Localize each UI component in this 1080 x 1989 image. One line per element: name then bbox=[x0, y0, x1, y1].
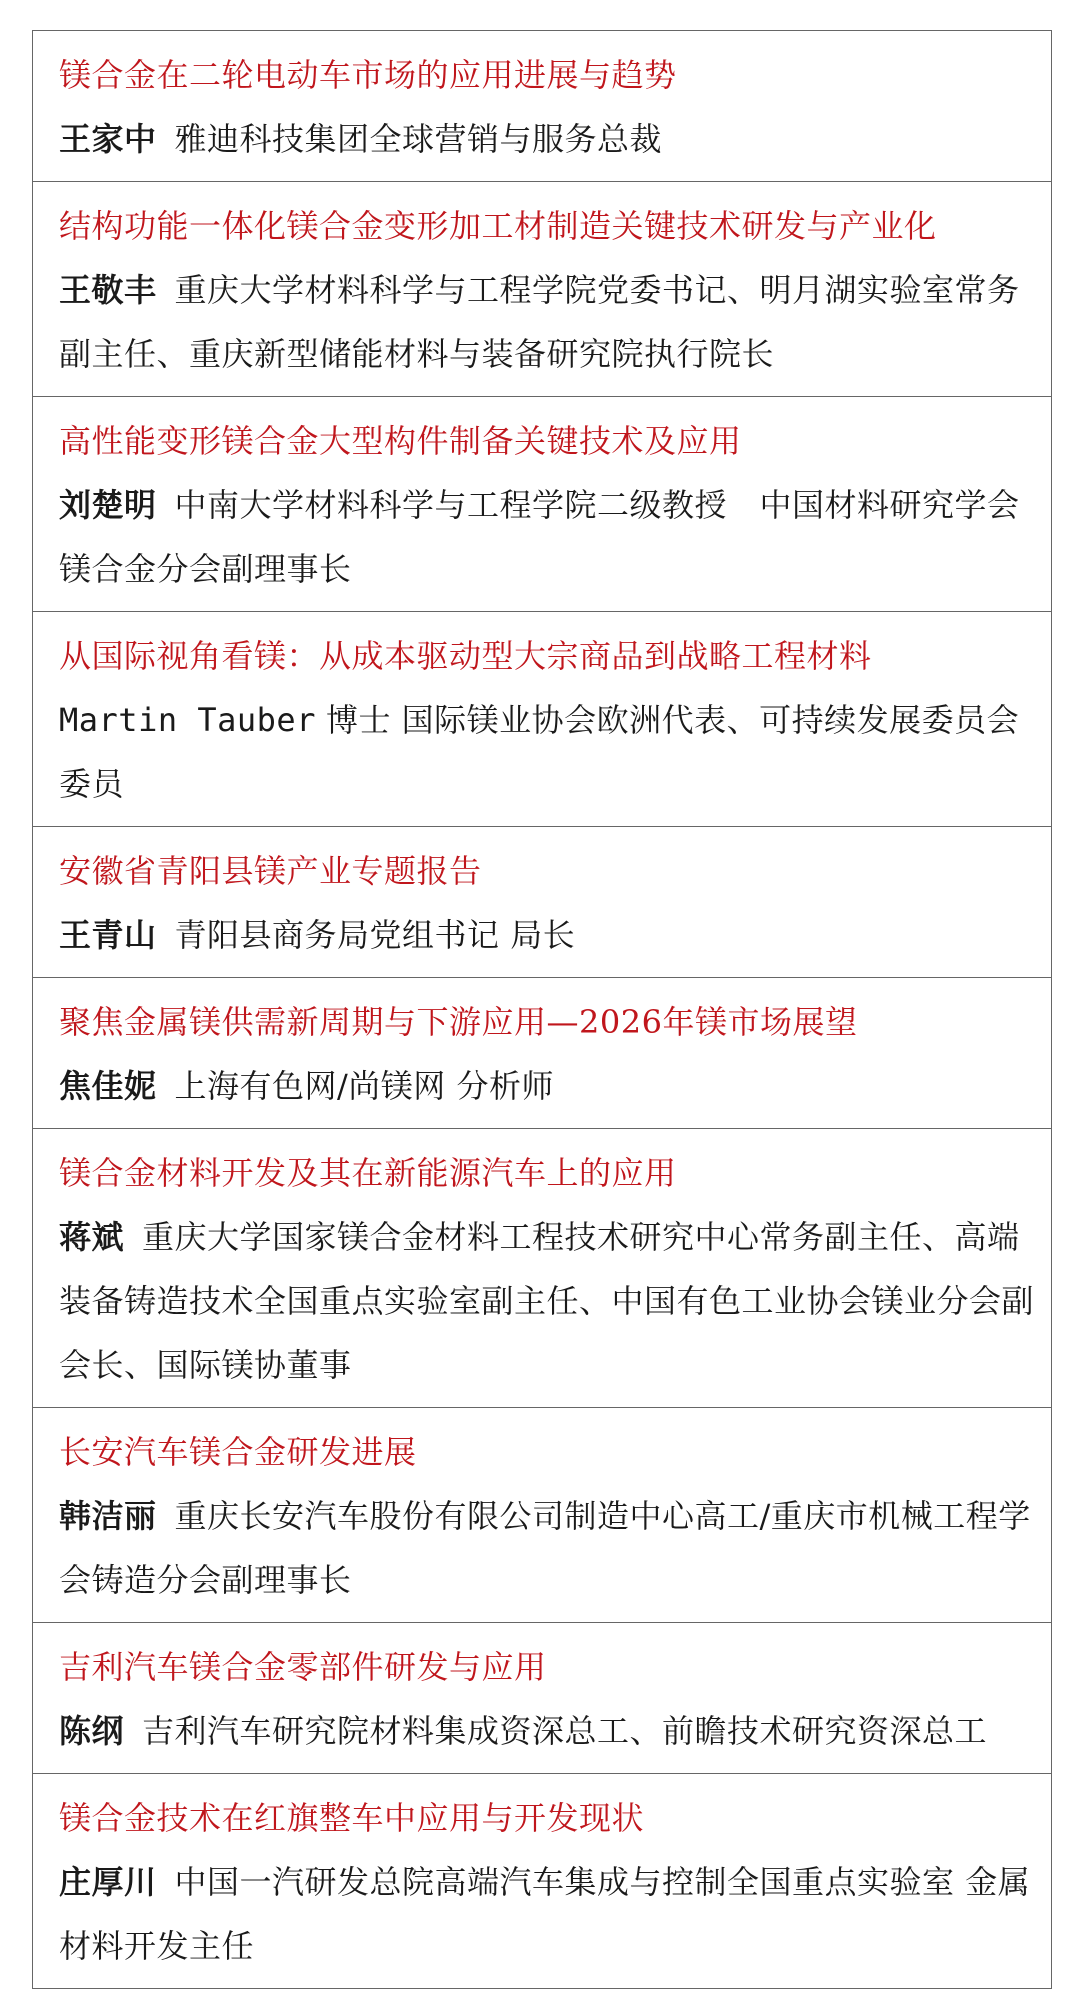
speaker-affiliation: 吉利汽车研究院材料集成资深总工、前瞻技术研究资深总工 bbox=[142, 1712, 988, 1750]
talk-title: 镁合金在二轮电动车市场的应用进展与趋势 bbox=[59, 56, 677, 94]
agenda-row bbox=[33, 182, 1051, 397]
agenda-row bbox=[33, 397, 1051, 612]
talk-title: 安徽省青阳县镁产业专题报告 bbox=[59, 852, 482, 890]
talk-title: 结构功能一体化镁合金变形加工材制造关键技术研发与产业化 bbox=[59, 207, 937, 245]
speaker-name: 王青山 bbox=[59, 916, 157, 954]
speaker-name: 陈纲 bbox=[59, 1712, 125, 1750]
agenda-row bbox=[33, 827, 1051, 978]
speaker-affiliation: 雅迪科技集团全球营销与服务总裁 bbox=[174, 120, 663, 158]
speaker-affiliation: 青阳县商务局党组书记 局长 bbox=[174, 916, 576, 954]
talk-title: 从国际视角看镁：从成本驱动型大宗商品到战略工程材料 bbox=[59, 637, 872, 675]
speaker-affiliation: 重庆大学材料科学与工程学院党委书记、明月湖实验室常务副主任、重庆新型储能材料与装备研究院执行院长 bbox=[59, 271, 1020, 373]
speaker-affiliation: 重庆长安汽车股份有限公司制造中心高工/重庆市机械工程学会铸造分会副理事长 bbox=[59, 1497, 1031, 1599]
speaker-affiliation: 重庆大学国家镁合金材料工程技术研究中心常务副主任、高端装备铸造技术全国重点实验室副主任、中国有色工业协会镁业分会副会长、国际镁协董事 bbox=[59, 1218, 1035, 1384]
speaker-line bbox=[59, 107, 1043, 171]
agenda-row bbox=[33, 1408, 1051, 1623]
speaker-name: 蒋斌 bbox=[59, 1218, 125, 1256]
speaker-line bbox=[59, 1850, 1043, 1978]
agenda-row bbox=[33, 1623, 1051, 1774]
speaker-affiliation: 上海有色网/尚镁网 分析师 bbox=[174, 1067, 554, 1105]
speaker-line bbox=[59, 473, 1043, 601]
agenda-row bbox=[33, 978, 1051, 1129]
agenda-table bbox=[32, 30, 1052, 1989]
speaker-name: 庄厚川 bbox=[59, 1863, 157, 1901]
agenda-row bbox=[33, 1129, 1051, 1408]
speaker-name: 王敬丰 bbox=[59, 271, 157, 309]
talk-title: 镁合金技术在红旗整车中应用与开发现状 bbox=[59, 1799, 645, 1837]
talk-title: 镁合金材料开发及其在新能源汽车上的应用 bbox=[59, 1154, 677, 1192]
speaker-affiliation: 博士 国际镁业协会欧洲代表、可持续发展委员会委员 bbox=[59, 701, 1020, 803]
speaker-line bbox=[59, 1484, 1043, 1612]
speaker-name: Martin Tauber bbox=[59, 701, 316, 739]
agenda-row bbox=[33, 1774, 1051, 1988]
speaker-line bbox=[59, 258, 1043, 386]
speaker-name: 王家中 bbox=[59, 120, 157, 158]
agenda-row bbox=[33, 31, 1051, 182]
speaker-line bbox=[59, 1054, 1043, 1118]
speaker-name: 韩洁丽 bbox=[59, 1497, 157, 1535]
speaker-line bbox=[59, 688, 1043, 816]
speaker-affiliation: 中南大学材料科学与工程学院二级教授 中国材料研究学会镁合金分会副理事长 bbox=[59, 486, 1020, 588]
agenda-row bbox=[33, 612, 1051, 827]
talk-title: 吉利汽车镁合金零部件研发与应用 bbox=[59, 1648, 547, 1686]
speaker-line bbox=[59, 1699, 1043, 1763]
speaker-affiliation: 中国一汽研发总院高端汽车集成与控制全国重点实验室 金属材料开发主任 bbox=[59, 1863, 1031, 1965]
talk-title: 聚焦金属镁供需新周期与下游应用—2026年镁市场展望 bbox=[59, 1003, 858, 1041]
speaker-line bbox=[59, 1205, 1043, 1397]
talk-title: 长安汽车镁合金研发进展 bbox=[59, 1433, 417, 1471]
speaker-name: 刘楚明 bbox=[59, 486, 157, 524]
talk-title: 高性能变形镁合金大型构件制备关键技术及应用 bbox=[59, 422, 742, 460]
speaker-name: 焦佳妮 bbox=[59, 1067, 157, 1105]
speaker-line bbox=[59, 903, 1043, 967]
